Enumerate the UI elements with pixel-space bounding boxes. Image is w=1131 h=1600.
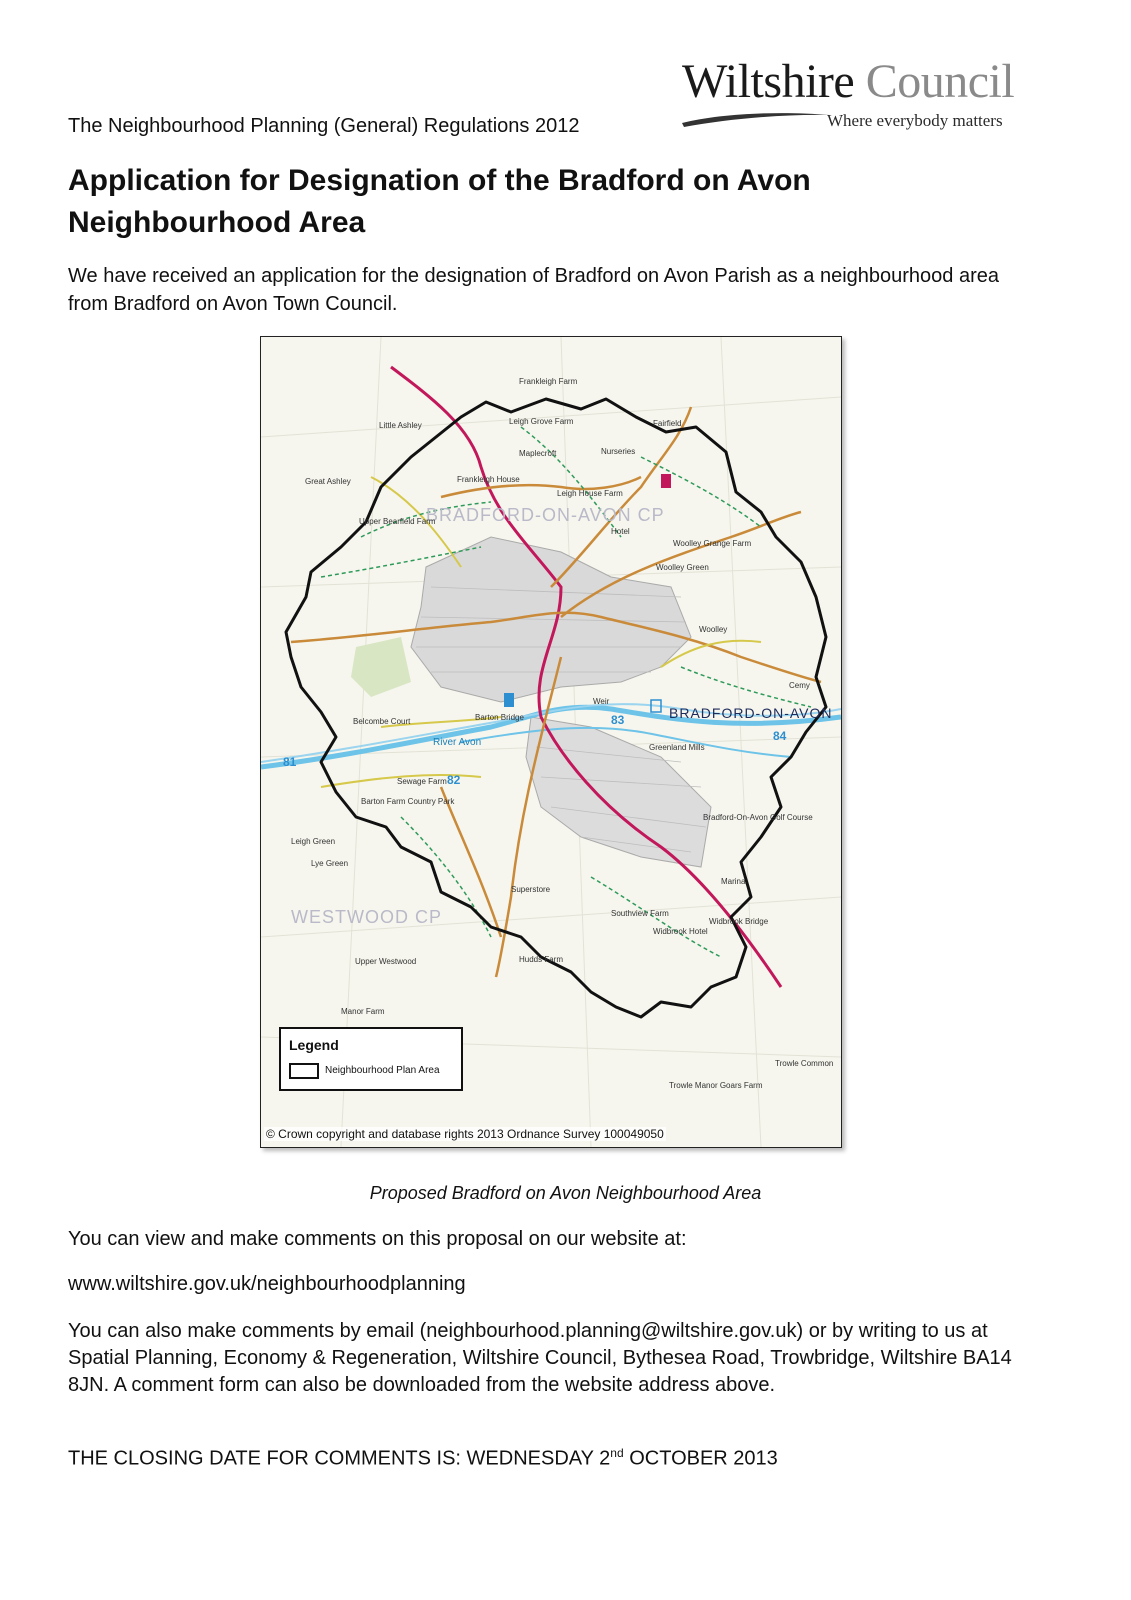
map-label-great-ashley: Great Ashley [305, 477, 351, 486]
closing-date-suffix-sup: nd [610, 1446, 624, 1460]
legend-title: Legend [289, 1037, 339, 1053]
map-label-woolley: Woolley [699, 625, 728, 634]
map-copyright: © Crown copyright and database rights 2013 Ordnance Survey 100049050 [266, 1127, 664, 1141]
logo-word-council: Council [865, 55, 1015, 108]
map-label-southview-farm: Southview Farm [611, 909, 669, 918]
closing-date-prefix: THE CLOSING DATE FOR COMMENTS IS: WEDNESDAY 2 [68, 1447, 611, 1470]
map-label-westwood-cp: WESTWOOD CP [291, 907, 442, 927]
map-label-cemy: Cemy [789, 681, 810, 690]
map-label-barton-bridge: Barton Bridge [475, 713, 524, 722]
view-comments-text: You can view and make comments on this proposal on our website at: [68, 1228, 687, 1250]
email-comments-paragraph: You can also make comments by email (neighbourhood.planning@wiltshire.gov.uk) or by writing to us at Spatial Planning, Economy & Regeneration, Wiltshire Council, Bythesea Road, Trowbridge, Wiltshire BA14 8JN. A comment form can also be downloaded from the website address above. [68, 1320, 1012, 1396]
map-grid-82: 82 [447, 773, 461, 787]
map-label-upper-westwood: Upper Westwood [355, 957, 417, 966]
map-label-river-avon: River Avon [433, 737, 482, 748]
legend-item-label: Neighbourhood Plan Area [325, 1065, 440, 1076]
map-label-fairfield: Fairfield [653, 419, 682, 428]
map-grid-81: 81 [283, 755, 297, 769]
map-label-widbrook-hotel: Widbrook Hotel [653, 927, 708, 936]
map-label-belcombe-court: Belcombe Court [353, 717, 411, 726]
map-label-frankleigh-farm: Frankleigh Farm [519, 377, 578, 386]
map-grid-84: 84 [773, 729, 787, 743]
closing-date-month: OCTOBER 2013 [623, 1447, 778, 1470]
map-label-greenland-mills: Greenland Mills [649, 743, 705, 752]
map-label-leigh-green: Leigh Green [291, 837, 336, 846]
map-label-barton-farm-country-park: Barton Farm Country Park [361, 797, 455, 806]
wiltshire-council-logo [682, 55, 1022, 135]
closing-date [68, 1440, 1048, 1473]
map-label-hudds-farm: Hudds Farm [519, 955, 564, 964]
map-label-bradford-town: BRADFORD-ON-AVON [669, 705, 833, 721]
map-label-lye-green: Lye Green [311, 859, 349, 868]
map-label-frankleigh-house: Frankleigh House [457, 475, 520, 484]
legend-boundary-swatch [289, 1063, 319, 1079]
map-label-manor-farm: Manor Farm [341, 1007, 385, 1016]
wood-area [351, 637, 411, 697]
map-label-leigh-grove-farm: Leigh Grove Farm [509, 417, 574, 426]
map-label-widbrook-bridge: Widbrook Bridge [709, 917, 769, 926]
page-title: Application for Designation of the Bradford on Avon Neighbourhood Area [68, 164, 811, 239]
map-label-trowle-manor: Trowle Manor Goars Farm [669, 1081, 763, 1090]
map-label-bradford-cp: BRADFORD-ON-AVON CP [426, 505, 665, 525]
regulations-line: The Neighbourhood Planning (General) Regulations 2012 [68, 115, 580, 137]
map-label-woolley-grange-farm: Woolley Grange Farm [673, 539, 752, 548]
logo-tagline: Where everybody matters [827, 111, 1003, 130]
map-caption: Proposed Bradford on Avon Neighbourhood Area [369, 1183, 762, 1203]
map-label-trowle-common: Trowle Common [775, 1059, 834, 1068]
logo-wordmark [682, 55, 1014, 109]
map-graphic [261, 337, 841, 1147]
website-link[interactable]: www.wiltshire.gov.uk/neighbourhoodplanning [68, 1273, 466, 1295]
map-label-golf-course: Bradford-On-Avon Golf Course [703, 813, 813, 822]
map-label-nurseries: Nurseries [601, 447, 636, 456]
neighbourhood-area-map [260, 336, 842, 1148]
map-label-maplecroft: Maplecroft [519, 449, 557, 458]
map-label-superstore: Superstore [511, 885, 551, 894]
intro-paragraph: We have received an application for the designation of Bradford on Avon Parish as a neighbourhood area from Bradford on Avon Town Council. [68, 265, 1000, 315]
map-label-sewage-farm: Sewage Farm [397, 777, 447, 786]
map-label-marina: Marina [721, 877, 746, 886]
map-label-little-ashley: Little Ashley [379, 421, 422, 430]
logo-word-wiltshire: Wiltshire [682, 55, 855, 108]
map-label-hotel: Hotel [611, 527, 630, 536]
logo-swoosh-icon [682, 111, 832, 129]
map-legend [279, 1027, 463, 1091]
map-grid-83: 83 [611, 713, 625, 727]
map-label-upper-bearfield-farm: Upper Bearfield Farm [359, 517, 436, 526]
map-label-leigh-house-farm: Leigh House Farm [557, 489, 623, 498]
map-label-weir: Weir [593, 697, 610, 706]
map-label-woolley-green: Woolley Green [656, 563, 709, 572]
